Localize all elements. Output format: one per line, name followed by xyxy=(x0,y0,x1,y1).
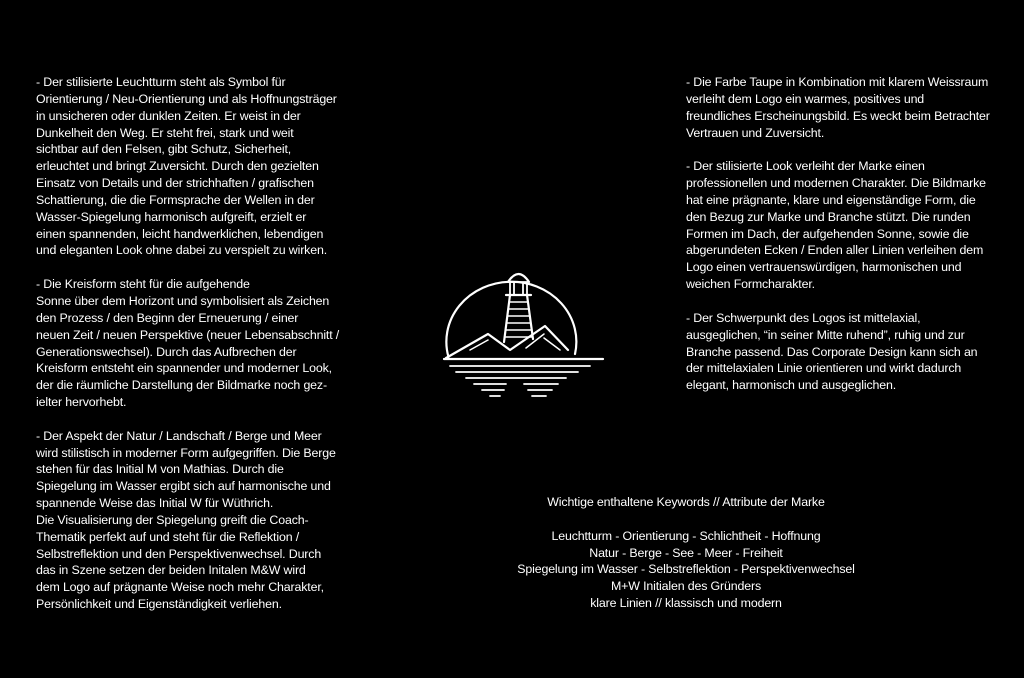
text-line: Einsatz von Details und der strichhaften / grafischen xyxy=(36,176,314,191)
text-line: - Der Aspekt der Natur / Landschaft / Berge und Meer xyxy=(36,428,322,443)
lighthouse-logo-icon xyxy=(440,262,608,410)
text-line: dem Logo auf prägnante Weise noch mehr Charakter, xyxy=(36,580,324,595)
text-line: sichtbar auf den Felsen, gibt Schutz, Sicherheit, xyxy=(36,142,292,157)
text-line: den Bezug zur Marke und Branche stützt. Die runden xyxy=(686,209,971,224)
text-line: - Der stilisierte Leuchtturm steht als Symbol für xyxy=(36,75,286,89)
text-line: ausgeglichen, “in seiner Mitte ruhend”, ruhig und zur xyxy=(686,327,965,342)
paragraph-spacer xyxy=(36,411,339,428)
text-line: verleiht dem Logo ein warmes, positives und xyxy=(686,91,925,106)
text-line: Branche passend. Das Corporate Design kann sich an xyxy=(686,344,978,359)
text-line: Kreisform entsteht ein spannender und moderner Look, xyxy=(36,361,332,376)
keyword-line: klare Linien // klassisch und modern xyxy=(590,596,782,611)
water-reflection xyxy=(450,366,590,396)
text-line: neuen Zeit / neuen Perspektive (neuer Lebensabschnitt / xyxy=(36,327,340,342)
text-line: freundliches Erscheinungsbild. Es weckt beim Betrachter xyxy=(686,108,990,123)
text-line: Logo einen vertrauenswürdigen, harmonischen und xyxy=(686,260,962,275)
text-line: Orientierung / Neu-Orientierung und als Hoffnungsträger xyxy=(36,91,337,106)
text-line: Selbstreflektion und den Perspektivenwechsel. Durch xyxy=(36,546,322,561)
text-line: Thematik perfekt auf und steht für die Reflektion / xyxy=(36,529,300,544)
text-line: Schattierung, die die Formsprache der Wellen in der xyxy=(36,192,315,207)
text-line: den Prozess / den Beginn der Erneuerung / einer xyxy=(36,310,299,325)
text-line: Formen im Dach, der aufgehenden Sonne, sowie die xyxy=(686,226,969,241)
text-line: - Der Schwerpunkt des Logos ist mittelaxial, xyxy=(686,310,921,325)
text-line: - Die Farbe Taupe in Kombination mit klarem Weissraum xyxy=(686,75,989,89)
text-line: der mittelaxialen Linie orientieren und wirkt dadurch xyxy=(686,361,962,376)
text-line: - Der stilisierte Look verleiht der Marke einen xyxy=(686,159,925,174)
keyword-line: M+W Initialen des Gründers xyxy=(610,579,761,594)
keywords-heading: Wichtige enthaltene Keywords // Attribute der Marke xyxy=(547,495,825,509)
text-line: und eleganten Look ohne dabei zu verspielt zu wirken. xyxy=(36,243,328,258)
keywords-block xyxy=(496,494,876,612)
keyword-line: Leuchtturm - Orientierung - Schlichtheit - Hoffnung xyxy=(551,528,821,543)
paragraph-balance xyxy=(686,310,990,394)
paragraph-spacer xyxy=(686,293,990,310)
text-line: Wasser-Spiegelung harmonisch aufgreift, erzielt er xyxy=(36,209,307,224)
keyword-line: Spiegelung im Wasser - Selbstreflektion - Perspektivenwechsel xyxy=(517,562,855,577)
text-line: Generationswechsel). Durch das Aufbrechen der xyxy=(36,344,297,359)
left-text-column xyxy=(36,74,339,613)
text-line: Dunkelheit den Weg. Er steht frei, stark und weit xyxy=(36,125,294,140)
text-line: Sonne über dem Horizont und symbolisiert als Zeichen xyxy=(36,293,330,308)
paragraph-spacer xyxy=(36,259,339,276)
paragraph-color xyxy=(686,74,990,141)
text-line: der die räumliche Darstellung der Bildmarke noch gez- xyxy=(36,378,327,393)
paragraph-circle xyxy=(36,276,339,411)
text-line: Spiegelung im Wasser ergibt sich auf harmonische und xyxy=(36,479,331,494)
paragraph-style xyxy=(686,158,990,293)
text-line: Die Visualisierung der Spiegelung greift die Coach- xyxy=(36,512,309,527)
text-line: abgerundeten Ecken / Enden aller Linien verleihen dem xyxy=(686,243,984,258)
text-line: spannende Weise das Initial W für Wüthrich. xyxy=(36,496,274,511)
text-line: wird stilistisch in moderner Form aufgegriffen. Die Berge xyxy=(36,445,336,460)
keyword-line: Natur - Berge - See - Meer - Freiheit xyxy=(589,545,783,560)
text-line: hat eine prägnante, klare und eigenständige Form, die xyxy=(686,192,976,207)
text-line: Vertrauen und Zuversicht. xyxy=(686,125,825,140)
text-line: elegant, harmonisch und ausgeglichen. xyxy=(686,378,897,393)
text-line: das in Szene setzen der beiden Initalen M&W wird xyxy=(36,563,306,578)
text-line: professionellen und modernen Charakter. Die Bildmarke xyxy=(686,176,986,191)
right-text-column xyxy=(686,74,990,394)
text-line: stehen für das Initial M von Mathias. Durch die xyxy=(36,462,284,477)
text-line: ielter hervorhebt. xyxy=(36,395,127,410)
text-line: weichen Formcharakter. xyxy=(686,277,815,292)
text-line: - Die Kreisform steht für die aufgehende xyxy=(36,277,250,292)
paragraph-spacer xyxy=(496,511,876,528)
text-line: erleuchtet und bringt Zuversicht. Durch den gezielten xyxy=(36,159,319,174)
text-line: einen spannenden, leicht handwerklichen, lebendigen xyxy=(36,226,324,241)
paragraph-lighthouse xyxy=(36,74,339,259)
text-line: Persönlichkeit und Eigenständigkeit verliehen. xyxy=(36,597,282,612)
text-line: in unsicheren oder dunklen Zeiten. Er weist in der xyxy=(36,108,301,123)
paragraph-spacer xyxy=(686,141,990,158)
paragraph-nature xyxy=(36,428,339,613)
